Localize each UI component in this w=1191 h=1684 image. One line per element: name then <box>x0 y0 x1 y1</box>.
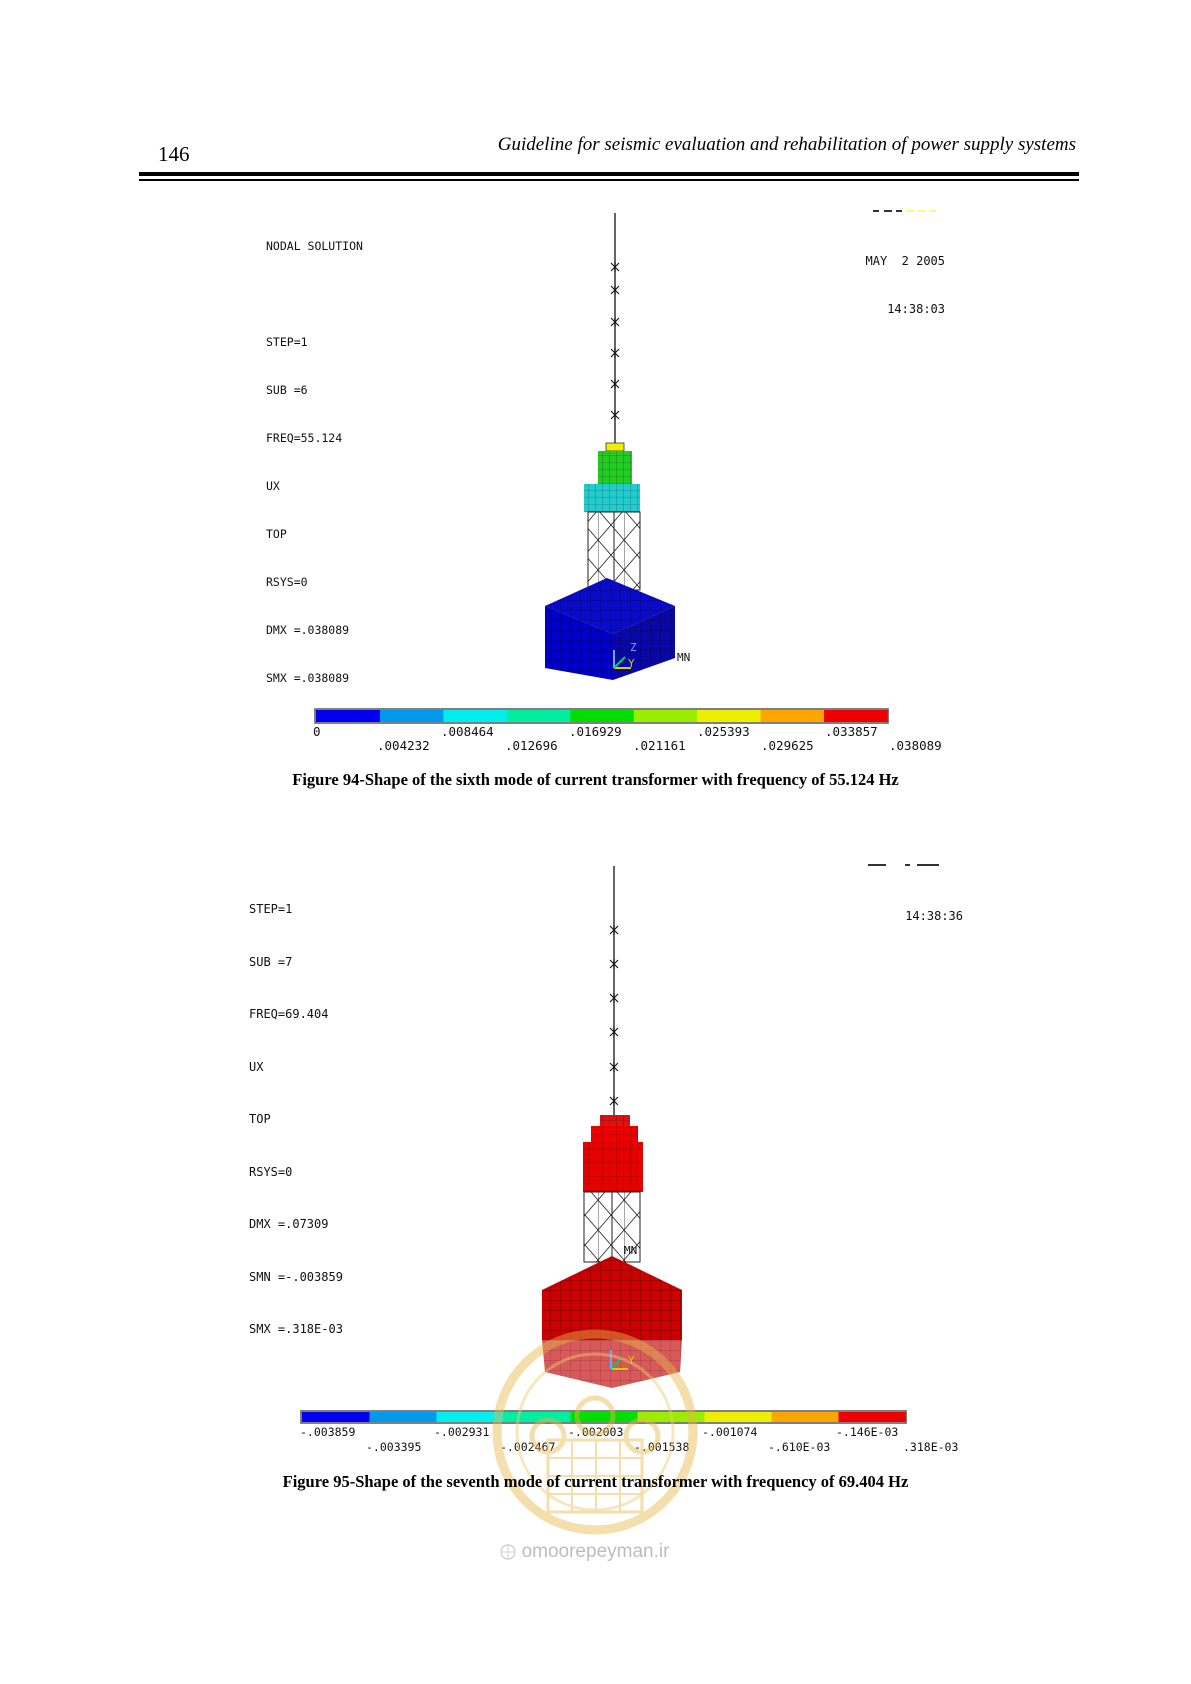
fig95-datetime <box>905 876 963 940</box>
fig95-info-line: RSYS=0 <box>249 1164 293 1179</box>
legend-color-segment <box>506 710 570 722</box>
fig95-tick-bottom-4: -.610E-03 <box>768 1440 831 1454</box>
fig94-axis-z-label: Z <box>630 641 637 654</box>
fig95-tick-bottom-3: -.001538 <box>634 1440 690 1454</box>
fig94-info-line: SMX =.038089 <box>266 671 350 685</box>
fig94-tick-top-5: .033857 <box>825 724 878 739</box>
fig94-tick-top-4: .025393 <box>697 724 750 739</box>
fig94-info-line <box>266 286 363 302</box>
running-title: Guideline for seismic evaluation and rehabilitation of power supply systems <box>497 134 1076 155</box>
legend-color-segment <box>824 710 888 722</box>
fig95-tick-bottom-2: -.002467 <box>500 1440 556 1454</box>
fig94-tick-bottom-1: .004232 <box>377 738 430 753</box>
legend-color-segment <box>302 1412 370 1422</box>
fig94-tick-top-3: .016929 <box>569 724 622 739</box>
fig94-info-line: UX <box>266 479 280 493</box>
fig94-info-line: TOP <box>266 527 287 541</box>
fig95-tick-top-4: -.001074 <box>702 1425 758 1439</box>
fig95-tick-top-1: -.003859 <box>300 1425 356 1439</box>
legend-color-segment <box>316 710 380 722</box>
fig94-tick-bottom-3: .021161 <box>633 738 686 753</box>
fig95-model <box>542 866 682 1388</box>
fig94-info-line: DMX =.038089 <box>266 623 350 637</box>
fig94-datetime <box>866 221 945 333</box>
fig94-ansys-mark <box>873 210 936 212</box>
fig94-time: 14:38:03 <box>887 302 945 316</box>
fig95-tick-top-2: -.002931 <box>434 1425 490 1439</box>
fig94-info-line: STEP=1 <box>266 335 308 349</box>
fig94-info-line: NODAL SOLUTION <box>266 239 363 253</box>
fig94-info-line: FREQ=55.124 <box>266 431 343 445</box>
fig94-model <box>545 213 690 680</box>
legend-color-segment <box>570 710 634 722</box>
fig94-info-line: RSYS=0 <box>266 575 308 589</box>
fig94-tick-top-2: .008464 <box>441 724 494 739</box>
fig94-tick-top-1: 0 <box>313 724 321 739</box>
fig95-info-line: DMX =.07309 <box>249 1217 329 1231</box>
legend-color-segment <box>633 710 697 722</box>
fig95-info-line: TOP <box>249 1112 271 1126</box>
fig95-info-line: SMN =-.003859 <box>249 1269 343 1284</box>
fig94-date: MAY 2 2005 <box>865 254 945 268</box>
fig94-info-block <box>266 206 363 702</box>
figure-95-caption: Figure 95-Shape of the seventh mode of current transformer with frequency of 69.404 Hz <box>282 1472 909 1491</box>
fig95-info-line: SMX =.318E-03 <box>249 1322 343 1336</box>
fig95-legend-bar <box>301 1411 906 1423</box>
fig95-info-line: FREQ=69.404 <box>249 1007 329 1021</box>
legend-color-segment <box>760 710 824 722</box>
legend-color-segment <box>771 1412 839 1422</box>
legend-color-segment <box>369 1412 437 1422</box>
fig95-time: 14:38:36 <box>905 909 963 923</box>
fig94-tick-bottom-4: .029625 <box>761 738 814 753</box>
fig95-info-block <box>249 866 343 1356</box>
page-number: 146 <box>158 142 190 166</box>
fig95-ansys-mark <box>868 864 939 866</box>
fig95-axis-y-label: Y <box>628 1354 635 1367</box>
fig94-tick-bottom-5: .038089 <box>889 738 942 753</box>
fig95-tick-top-5: -.146E-03 <box>836 1425 899 1439</box>
legend-color-segment <box>379 710 443 722</box>
fig95-tick-bottom-1: -.003395 <box>366 1440 422 1454</box>
fig95-tick-bottom-5: .318E-03 <box>903 1440 959 1454</box>
fig94-axis-y-label: Y <box>628 657 635 670</box>
fig94-mn-label: MN <box>677 651 691 664</box>
fig95-info-line: SUB =7 <box>249 954 293 969</box>
legend-color-segment <box>704 1412 772 1422</box>
legend-color-segment <box>503 1412 571 1422</box>
fig94-legend-bar <box>315 709 888 723</box>
fig94-legend-labels <box>313 724 942 753</box>
fig95-info-line: STEP=1 <box>249 902 293 916</box>
legend-color-segment <box>697 710 761 722</box>
fig95-mn-label: MN <box>624 1244 638 1257</box>
legend-color-segment <box>838 1412 906 1422</box>
fig94-head-cap <box>606 443 624 451</box>
watermark-text: omoorepeyman.ir <box>521 1541 670 1562</box>
fig95-tick-top-3: -.002003 <box>568 1425 624 1439</box>
fig94-tick-bottom-2: .012696 <box>505 738 558 753</box>
fig94-info-line: SUB =6 <box>266 383 308 397</box>
fig95-info-line: UX <box>249 1059 264 1074</box>
legend-color-segment <box>443 710 507 722</box>
figure-94-caption: Figure 94-Shape of the sixth mode of current transformer with frequency of 55.124 Hz <box>292 770 899 789</box>
